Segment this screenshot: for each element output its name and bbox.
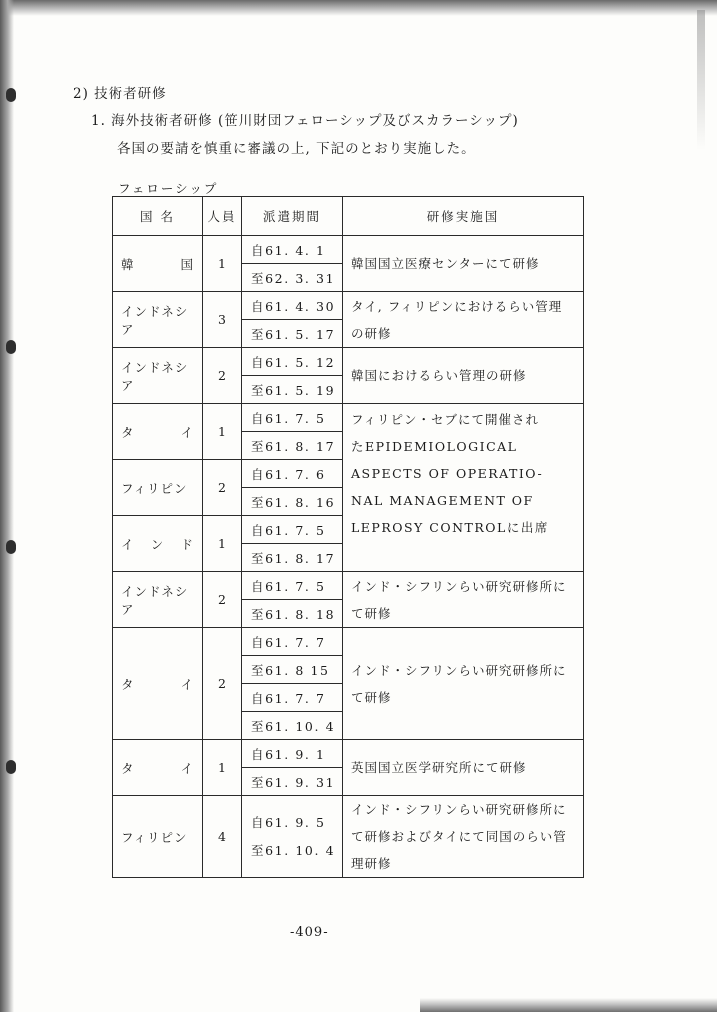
section-heading: 2) 技術者研修 xyxy=(73,86,167,102)
table-row xyxy=(113,348,584,376)
period-to: 至61. 8. 18 xyxy=(242,600,343,628)
country-name-part: ド xyxy=(180,536,194,552)
period-to: 至61. 8. 17 xyxy=(242,432,343,460)
period-from: 自61. 7. 7 xyxy=(242,628,343,656)
table-row xyxy=(113,628,584,656)
scan-edge-bottom xyxy=(420,998,717,1012)
country-name-part: 韓 xyxy=(121,256,135,272)
period-from: 自61. 7. 5 xyxy=(242,404,343,432)
content-cell: タイ, フィリピンにおけるらい管理の研修 xyxy=(343,292,584,348)
table-row xyxy=(113,236,584,264)
country-name-part: イ xyxy=(121,536,135,552)
persons-cell: 2 xyxy=(203,460,242,516)
content-cell: 韓国におけるらい管理の研修 xyxy=(343,348,584,404)
binder-hole-icon xyxy=(6,760,16,774)
content-cell: インド・シフリンらい研究研修所にて研修 xyxy=(343,628,584,740)
intro-text: 各国の要請を慎重に審議の上, 下記のとおり実施した。 xyxy=(117,141,476,157)
period-to: 至61. 5. 19 xyxy=(242,376,343,404)
table-caption: フェローシップ xyxy=(118,181,219,196)
binder-hole-icon xyxy=(6,340,16,354)
table-row xyxy=(113,404,584,432)
country-name-part: 国 xyxy=(180,256,194,272)
content-cell: 韓国国立医療センターにて研修 xyxy=(343,236,584,292)
subsection-heading: 1. 海外技術者研修 (笹川財団フェローシップ及びスカラーシップ) xyxy=(91,113,519,129)
country-name-part: タ xyxy=(121,760,135,776)
persons-cell: 2 xyxy=(203,628,242,740)
header-institution: 研修実施国 xyxy=(343,197,584,236)
country-cell: フィリピン xyxy=(113,796,203,878)
country-name-part: イ xyxy=(180,424,194,440)
country-cell xyxy=(113,516,203,572)
binder-hole-icon xyxy=(6,540,16,554)
persons-cell: 3 xyxy=(203,292,242,348)
period-to: 至61. 10. 4 xyxy=(251,842,336,858)
period-to: 至61. 8. 16 xyxy=(242,488,343,516)
shared-content-line: NAL MANAGEMENT OF xyxy=(351,493,534,508)
country-name-part: イ xyxy=(180,760,194,776)
shared-content-line: LEPROSY CONTROLに出席 xyxy=(351,520,549,535)
period-to: 至61. 9. 31 xyxy=(242,768,343,796)
scan-edge-right xyxy=(697,10,705,150)
period-from: 自61. 5. 12 xyxy=(242,348,343,376)
persons-cell: 1 xyxy=(203,740,242,796)
persons-cell: 2 xyxy=(203,572,242,628)
header-period: 派遣期間 xyxy=(242,197,343,236)
persons-cell: 1 xyxy=(203,404,242,460)
persons-cell: 2 xyxy=(203,348,242,404)
shared-content-line: ASPECTS OF OPERATIO- xyxy=(351,466,544,481)
page-number: -409- xyxy=(290,925,329,940)
country-name-part: ン xyxy=(150,536,165,552)
country-cell xyxy=(113,236,203,292)
period-to: 至61. 8. 17 xyxy=(242,544,343,572)
content-cell: 英国国立医学研究所にて研修 xyxy=(343,740,584,796)
period-to-2: 至61. 10. 4 xyxy=(242,712,343,740)
country-name xyxy=(121,759,194,777)
country-name-part: タ xyxy=(121,424,135,440)
shared-content-line: たEPIDEMIOLOGICAL xyxy=(351,439,518,454)
table-row xyxy=(113,740,584,768)
country-cell: インドネシア xyxy=(113,572,203,628)
persons-cell: 4 xyxy=(203,796,242,878)
country-cell xyxy=(113,740,203,796)
country-name xyxy=(121,535,194,553)
period-from: 自61. 9. 1 xyxy=(242,740,343,768)
period-from: 自61. 4. 30 xyxy=(242,292,343,320)
shared-content-line: フィリピン・セブにて開催され xyxy=(351,412,540,427)
period-from: 自61. 4. 1 xyxy=(242,236,343,264)
period-from-2: 自61. 7. 7 xyxy=(242,684,343,712)
country-cell: インドネシア xyxy=(113,348,203,404)
country-name xyxy=(121,423,194,441)
content-cell: インド・シフリンらい研究研修所にて研修およびタイにて同国のらい管理研修 xyxy=(343,796,584,878)
persons-cell: 1 xyxy=(203,516,242,572)
country-cell xyxy=(113,404,203,460)
period-from: 自61. 9. 5 xyxy=(251,814,326,830)
binder-hole-icon xyxy=(6,88,16,102)
period-from: 自61. 7. 6 xyxy=(242,460,343,488)
period-to: 至61. 8 15 xyxy=(242,656,343,684)
scan-edge-top xyxy=(0,0,717,16)
table-row xyxy=(113,292,584,320)
header-persons: 人員 xyxy=(203,197,242,236)
period-to: 至62. 3. 31 xyxy=(242,264,343,292)
fellowship-table xyxy=(112,196,584,878)
shared-content-cell xyxy=(343,404,584,572)
scan-edge-left xyxy=(0,0,14,1012)
content-cell: インド・シフリンらい研究研修所にて研修 xyxy=(343,572,584,628)
country-name-part: タ xyxy=(121,676,135,692)
period-to: 至61. 5. 17 xyxy=(242,320,343,348)
table-header-row xyxy=(113,197,584,236)
period-cell xyxy=(242,796,343,878)
header-country: 国 名 xyxy=(113,197,203,236)
country-cell xyxy=(113,628,203,740)
country-cell: インドネシア xyxy=(113,292,203,348)
country-name-part: イ xyxy=(180,676,194,692)
period-from: 自61. 7. 5 xyxy=(242,572,343,600)
persons-cell: 1 xyxy=(203,236,242,292)
table-row xyxy=(113,572,584,600)
country-name xyxy=(121,675,194,693)
country-cell: フィリピン xyxy=(113,460,203,516)
period-from: 自61. 7. 5 xyxy=(242,516,343,544)
